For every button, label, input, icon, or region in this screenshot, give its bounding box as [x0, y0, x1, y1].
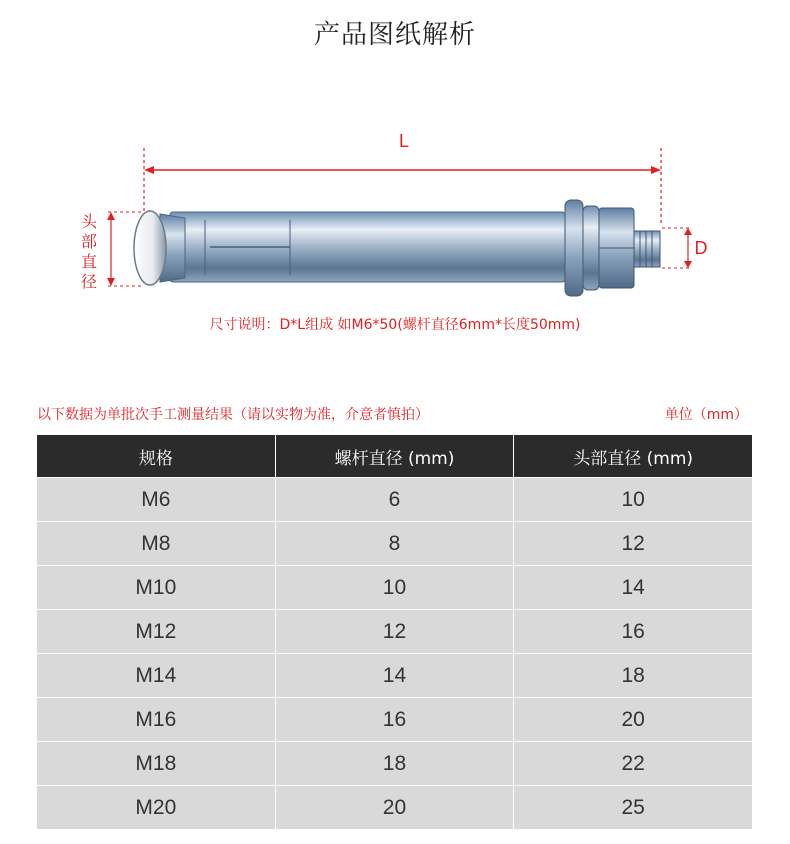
table-row — [37, 654, 753, 698]
cell-head-diameter: 16 — [514, 610, 753, 654]
cell-spec: M20 — [37, 786, 276, 830]
cell-rod-diameter: 18 — [275, 742, 514, 786]
cell-head-diameter: 20 — [514, 698, 753, 742]
table-row — [37, 698, 753, 742]
bolt-diagram — [0, 120, 790, 300]
table-row — [37, 742, 753, 786]
cell-spec: M16 — [37, 698, 276, 742]
page-title: 产品图纸解析 — [313, 20, 476, 50]
length-label: L — [398, 131, 410, 151]
table-row — [37, 566, 753, 610]
cell-rod-diameter: 20 — [275, 786, 514, 830]
cell-rod-diameter: 8 — [275, 522, 514, 566]
cell-spec: M6 — [37, 478, 276, 522]
dimension-note: 尺寸说明：D*L组成 如M6*50(螺杆直径6mm*长度50mm) — [209, 317, 581, 333]
cell-rod-diameter: 12 — [275, 610, 514, 654]
table-row — [37, 478, 753, 522]
spec-table — [36, 434, 753, 830]
cell-head-diameter: 14 — [514, 566, 753, 610]
cell-spec: M18 — [37, 742, 276, 786]
cell-rod-diameter: 10 — [275, 566, 514, 610]
cell-head-diameter: 25 — [514, 786, 753, 830]
head-label-char-1: 头 — [80, 212, 98, 231]
table-row — [37, 610, 753, 654]
table-row — [37, 786, 753, 830]
head-label-char-2: 部 — [80, 232, 98, 251]
cell-rod-diameter: 14 — [275, 654, 514, 698]
cell-rod-diameter: 16 — [275, 698, 514, 742]
table-header-row — [37, 435, 753, 478]
table-row — [37, 522, 753, 566]
cell-head-diameter: 12 — [514, 522, 753, 566]
cell-spec: M14 — [37, 654, 276, 698]
cell-spec: M12 — [37, 610, 276, 654]
cell-rod-diameter: 6 — [275, 478, 514, 522]
head-label-char-4: 径 — [80, 272, 98, 291]
measurement-disclaimer: 以下数据为单批次手工测量结果（请以实物为准，介意者慎拍） — [37, 407, 429, 423]
cell-spec: M8 — [37, 522, 276, 566]
cell-spec: M10 — [37, 566, 276, 610]
unit-note: 单位（mm） — [664, 407, 748, 423]
cell-head-diameter: 22 — [514, 742, 753, 786]
diameter-label: D — [694, 238, 708, 258]
head-label-char-3: 直 — [80, 252, 98, 271]
header-rod-diameter: 螺杆直径 (mm) — [275, 435, 514, 478]
cell-head-diameter: 18 — [514, 654, 753, 698]
thread-diameter-dimension — [662, 228, 708, 268]
header-spec: 规格 — [37, 435, 276, 478]
expansion-bolt-image — [134, 200, 660, 296]
cell-head-diameter: 10 — [514, 478, 753, 522]
header-head-diameter: 头部直径 (mm) — [514, 435, 753, 478]
